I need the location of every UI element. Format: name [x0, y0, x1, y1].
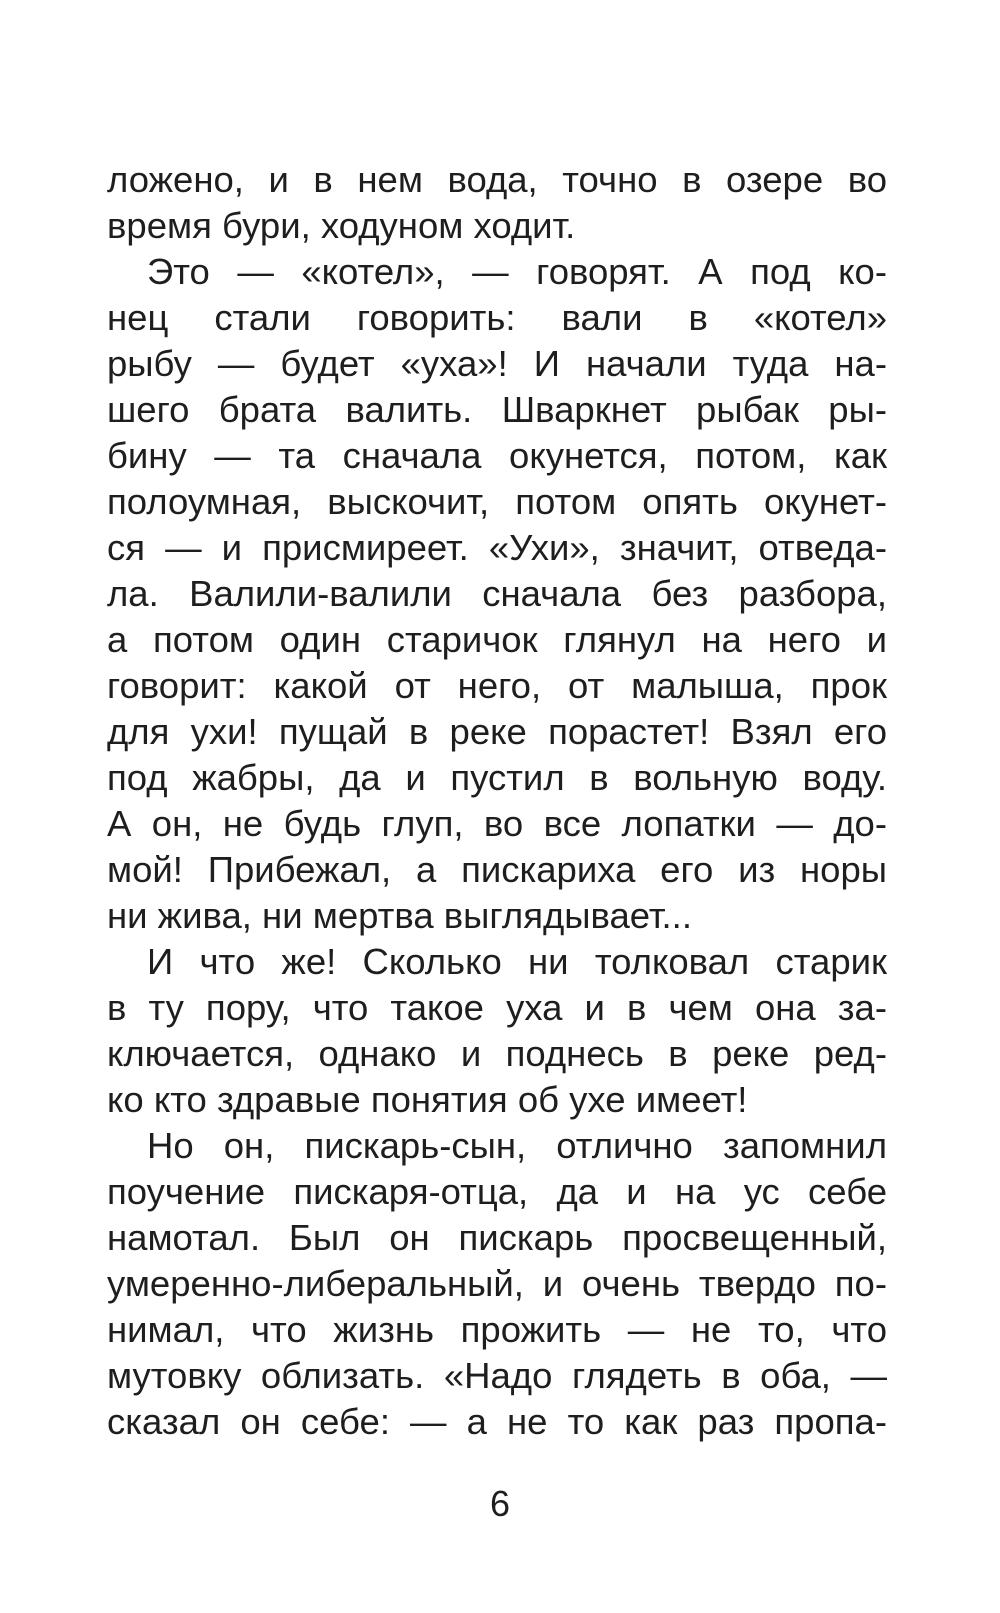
text-line: под жабры, да и пустил в вольную воду.: [107, 757, 887, 798]
text-line: полоумная, выскочит, потом опять окунет-: [107, 481, 887, 522]
text-line: намотал. Был он пискарь просвещенный,: [107, 1217, 887, 1258]
text-line: И что же! Сколько ни толковал старик: [147, 941, 887, 982]
text-line: говорит: какой от него, от малыша, прок: [107, 665, 887, 706]
text-line: а потом один старичок глянул на него и: [107, 619, 887, 660]
text-line: ни жива, ни мертва выглядывает...: [107, 895, 692, 936]
text-line: мутовку облизать. «Надо глядеть в оба, —: [107, 1355, 887, 1396]
page-number: 6: [489, 1483, 511, 1524]
text-line: ко кто здравые понятия об ухе имеет!: [107, 1079, 748, 1120]
text-line: рыбу — будет «уха»! И начали туда на-: [107, 343, 887, 384]
text-line: шего брата валить. Шваркнет рыбак ры-: [107, 389, 887, 430]
body-text: [107, 157, 887, 1445]
text-line: в ту пору, что такое уха и в чем она за-: [107, 987, 887, 1028]
text-line: Это — «котел», — говорят. А под ко-: [147, 251, 887, 292]
text-line: нимал, что жизнь прожить — не то, что: [107, 1309, 887, 1350]
text-line: мой! Прибежал, а пискариха его из норы: [107, 849, 887, 890]
text-line: ла. Валили-валили сначала без разбора,: [107, 573, 887, 614]
text-line: ключается, однако и поднесь в реке ред-: [107, 1033, 887, 1074]
text-line: бину — та сначала окунется, потом, как: [107, 435, 887, 476]
text-line: Но он, пискарь-сын, отлично запомнил: [147, 1125, 887, 1166]
text-line: ложено, и в нем вода, точно в озере во: [107, 159, 887, 200]
text-line: умеренно-либеральный, и очень твердо по-: [107, 1263, 887, 1304]
text-line: ся — и присмиреет. «Ухи», значит, отведа-: [107, 527, 887, 568]
text-line: поучение пискаря-отца, да и на ус себе: [107, 1171, 887, 1212]
text-line: нец стали говорить: вали в «котел»: [107, 297, 887, 338]
text-line: А он, не будь глуп, во все лопатки — до-: [107, 803, 887, 844]
text-line: время бури, ходуном ходит.: [107, 205, 576, 246]
text-line: сказал он себе: — а не то как раз пропа-: [107, 1401, 887, 1442]
text-line: для ухи! пущай в реке порастет! Взял его: [107, 711, 887, 752]
